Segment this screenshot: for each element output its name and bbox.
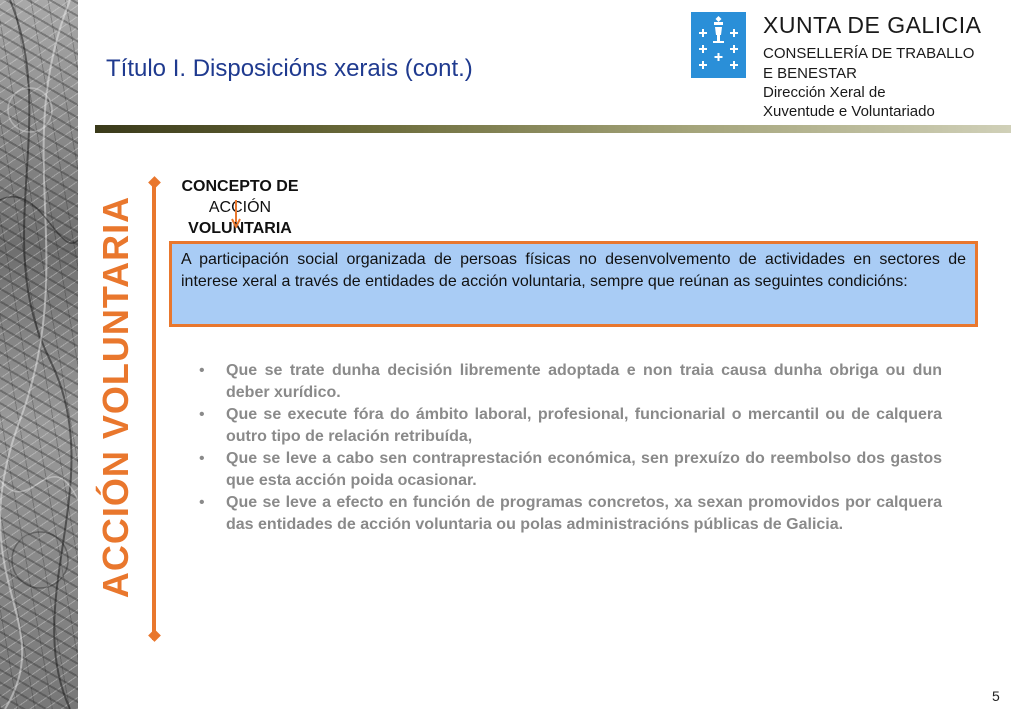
condition-text: Que se execute fóra do ámbito laboral, profesional, funcionarial o mercantil ou de calquera outro tipo de relación retribuída,	[226, 406, 942, 445]
condition-text: Que se leve a cabo sen contraprestación económica, sen prexuízo do reembolso dos gastos que esta acción poida ocasionar.	[226, 450, 942, 489]
page-title: Título I. Disposicións xerais (cont.)	[106, 55, 473, 82]
condition-text: Que se leve a efecto en función de programas concretos, xa sexan promovidos por calquera das entidades de acción voluntaria ou polas administracións públicas de Galicia.	[226, 494, 942, 533]
divider-bottom-diamond	[148, 629, 161, 642]
org-line-department: CONSELLERÍA DE TRABALLO	[763, 45, 975, 62]
xunta-coat-of-arms-icon	[691, 12, 746, 78]
concept-label-line3: VOLUNTARIA	[188, 220, 292, 237]
bullet: •	[199, 450, 205, 467]
list-item	[197, 404, 942, 448]
concept-label-line2: ACCIÓN	[208, 199, 272, 216]
logo-cross-pattern	[691, 12, 746, 78]
org-line-directorate-cont: Xuventude e Voluntariado	[763, 103, 935, 120]
arrow-down-icon	[231, 200, 241, 228]
section-vertical-title: ACCIÓN VOLUNTARIA	[95, 195, 136, 599]
concept-label-line1: CONCEPTO DE	[181, 178, 299, 195]
conditions-list	[197, 360, 942, 536]
title-divider	[95, 125, 1011, 133]
list-item	[197, 360, 942, 404]
bullet: •	[199, 406, 205, 423]
bullet: •	[199, 362, 205, 379]
org-name: XUNTA DE GALICIA	[763, 12, 982, 38]
side-strip-pattern	[0, 0, 78, 709]
list-item	[197, 492, 942, 536]
vertical-divider	[152, 180, 156, 640]
list-item	[197, 448, 942, 492]
definition-box: A participación social organizada de persoas físicas no desenvolvemento de actividades en sectores de interese xeral a través de entidades de acción voluntaria, sempre que reúnan as seguintes condicións:	[169, 241, 978, 327]
divider-top-diamond	[148, 176, 161, 189]
bullet: •	[199, 494, 205, 511]
condition-text: Que se trate dunha decisión libremente adoptada e non traia causa dunha obriga ou dun deber xurídico.	[226, 362, 942, 401]
org-line-department-cont: E BENESTAR	[763, 65, 857, 82]
decorative-side-strip	[0, 0, 78, 709]
page-number: 5	[992, 688, 1000, 704]
org-line-directorate: Dirección Xeral de	[763, 84, 886, 101]
